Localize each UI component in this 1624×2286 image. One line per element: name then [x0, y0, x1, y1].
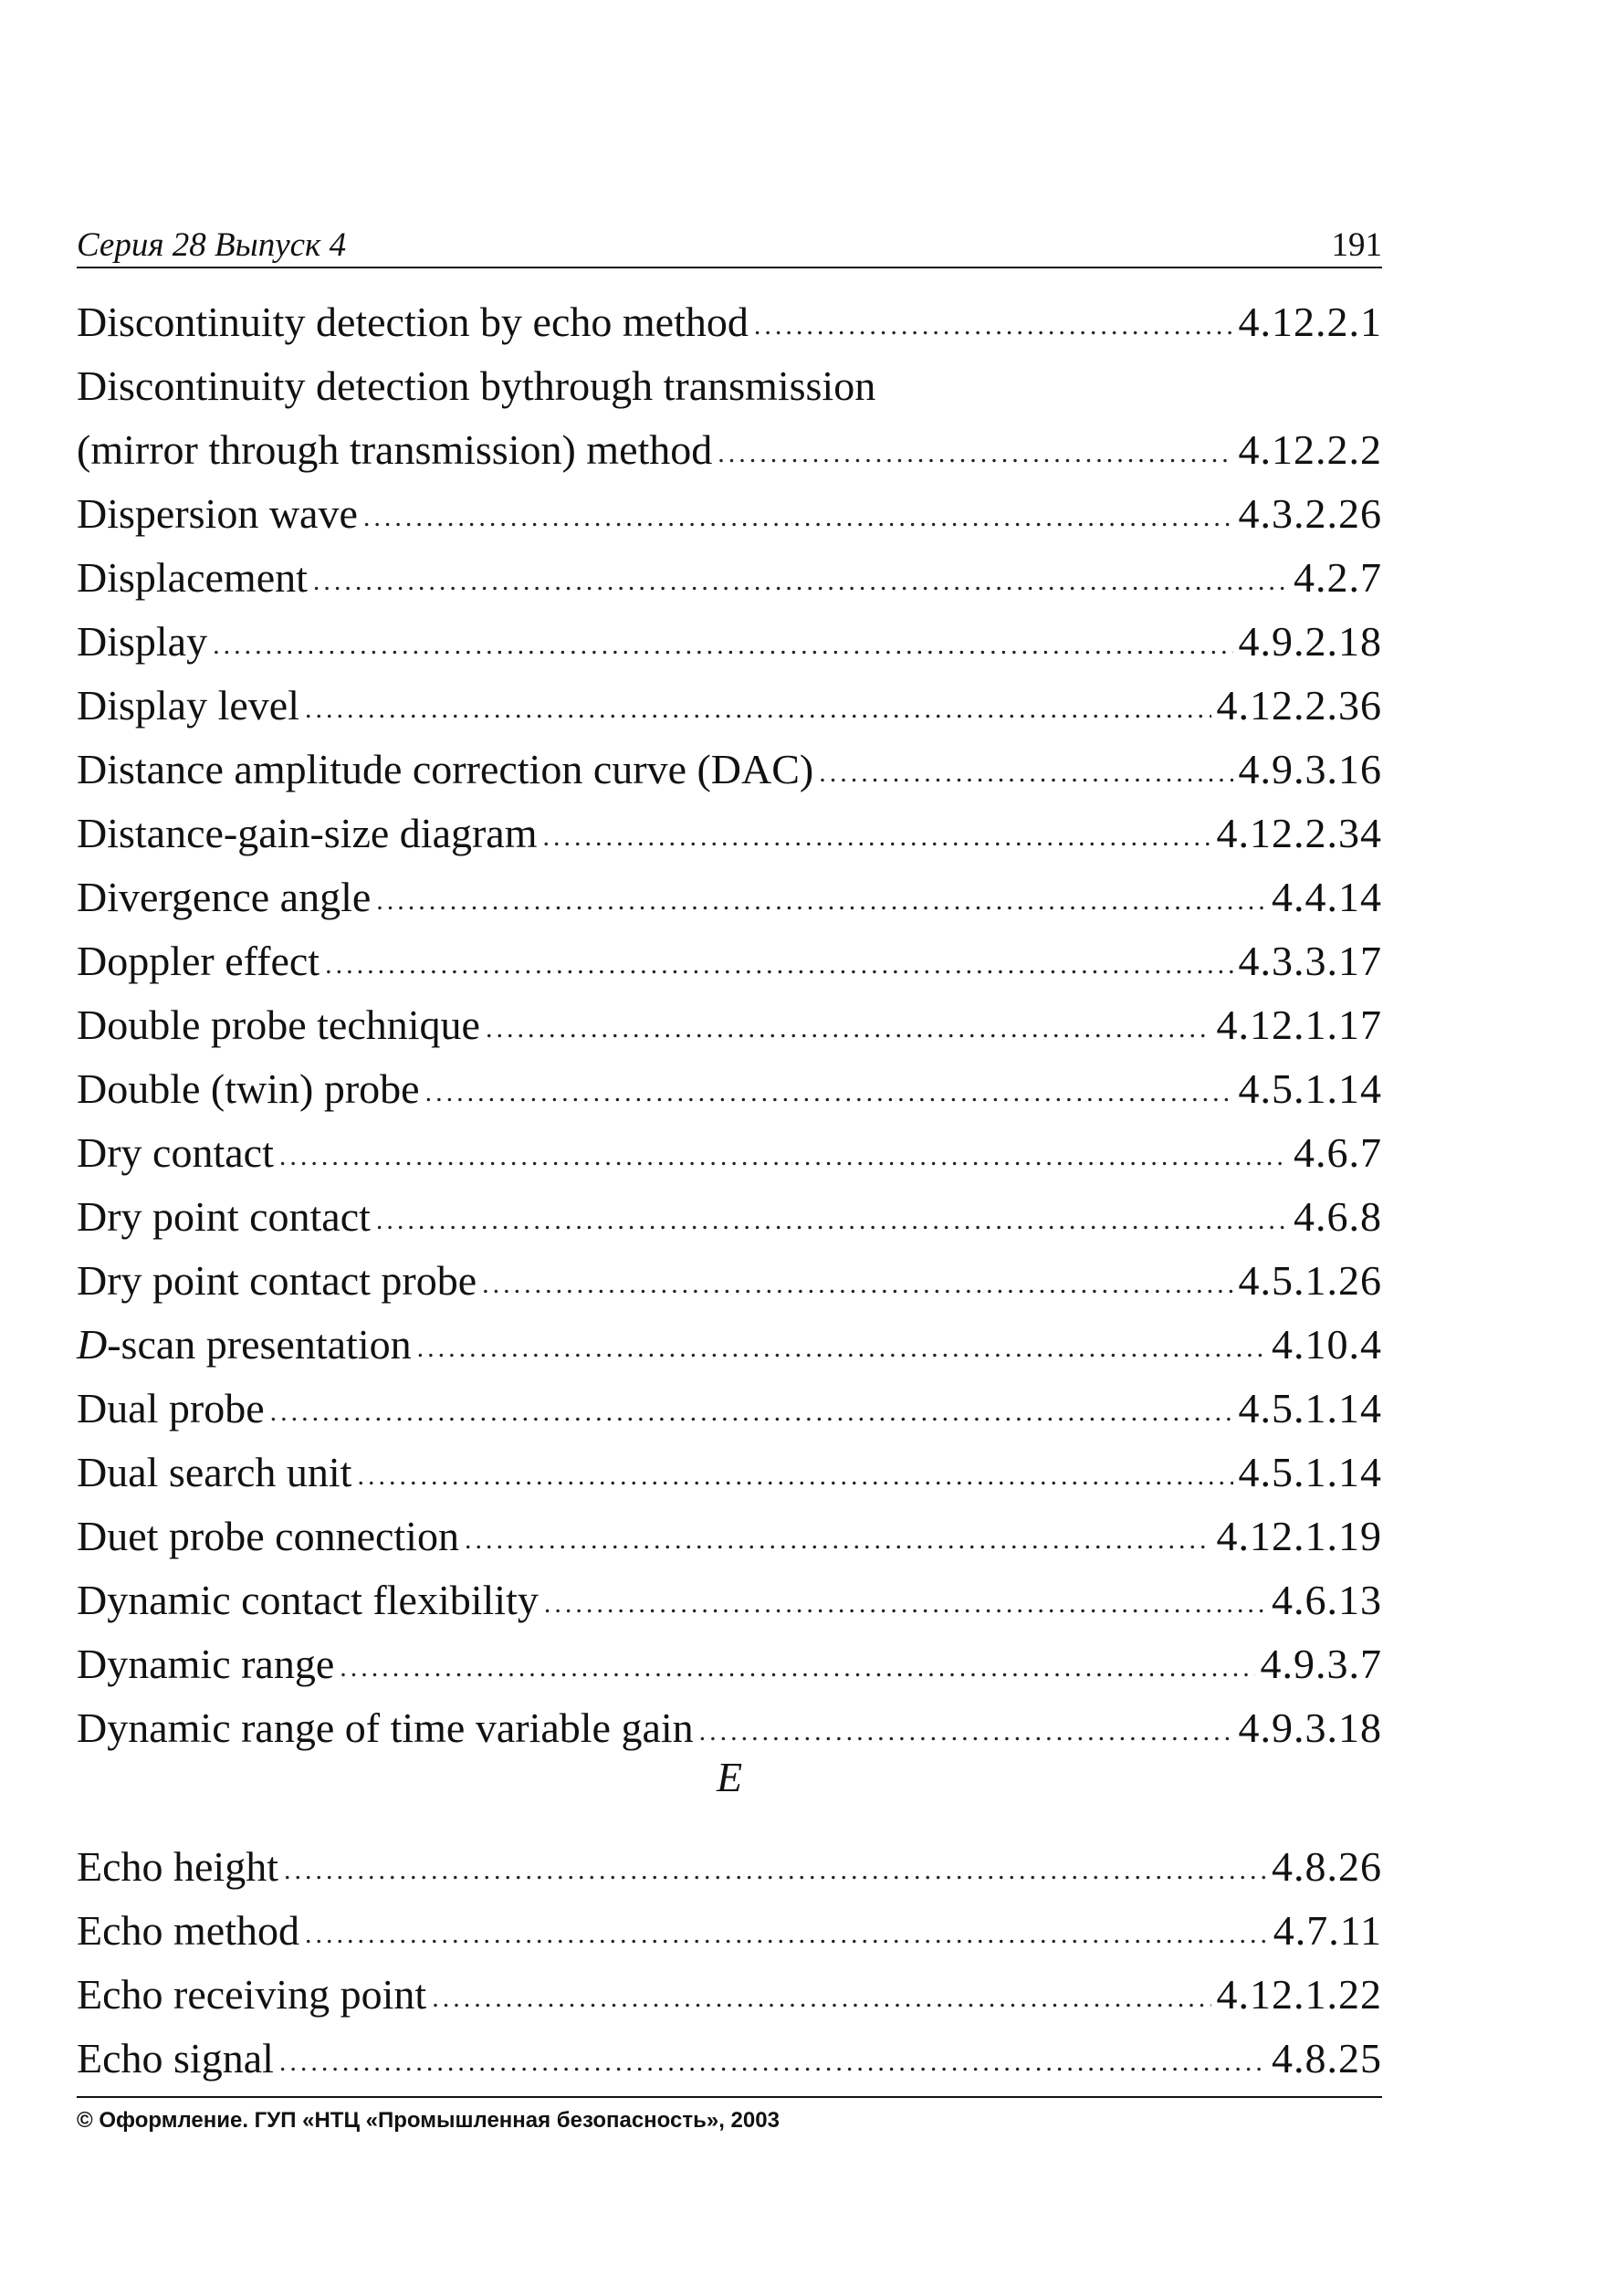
entry-ref: 4.12.1.22 [1216, 1971, 1382, 2018]
footer-copyright: © Оформление. ГУП «НТЦ «Промышленная безопасность», 2003 [77, 2108, 780, 2133]
entry-term: Distance-gain-size diagram [77, 810, 538, 856]
dot-leader [357, 1444, 1232, 1508]
dot-leader [417, 1316, 1266, 1380]
book-page [77, 0, 1382, 2286]
entry-term: Displacement [77, 554, 308, 601]
entry-ref: 4.8.26 [1272, 1843, 1382, 1890]
entry-ref: 4.6.13 [1272, 1577, 1382, 1623]
entry-term: Dynamic contact flexibility [77, 1577, 539, 1623]
entry-term-italic: D [77, 1321, 108, 1368]
index-entry [77, 546, 1382, 610]
entry-ref: 4.8.25 [1272, 2035, 1382, 2082]
footer-rule [77, 2096, 1382, 2098]
entry-ref: 4.12.2.1 [1238, 299, 1382, 345]
entry-ref: 4.10.4 [1272, 1321, 1382, 1368]
dot-leader [325, 933, 1232, 997]
entry-term: Double probe technique [77, 1001, 480, 1048]
dot-leader [543, 805, 1211, 869]
index-entry [77, 1185, 1382, 1249]
index-entry [77, 610, 1382, 674]
entry-ref: 4.9.2.18 [1238, 618, 1382, 665]
entry-term: Dual search unit [77, 1449, 352, 1495]
entry-term: Discontinuity detection by echo method [77, 299, 749, 345]
entry-ref: 4.3.3.17 [1238, 938, 1382, 984]
entry-term: Dry contact [77, 1129, 274, 1176]
entry-ref: 4.9.3.16 [1238, 746, 1382, 792]
entry-term: Echo signal [77, 2035, 274, 2082]
index-entry [77, 1835, 1382, 1899]
entry-term: Dynamic range [77, 1641, 335, 1687]
index-entry [77, 738, 1382, 802]
entry-ref: 4.7.11 [1273, 1907, 1382, 1954]
index-entry [77, 354, 1382, 482]
index-entry [77, 1313, 1382, 1377]
entry-term: Display level [77, 682, 299, 729]
dot-leader [465, 1508, 1211, 1572]
entry-ref: 4.6.7 [1294, 1129, 1382, 1176]
dot-leader [544, 1572, 1266, 1636]
index-entry [77, 1441, 1382, 1505]
index-entry [77, 1057, 1382, 1121]
dot-leader [754, 294, 1233, 358]
index-entry [77, 1632, 1382, 1696]
index-entry [77, 865, 1382, 929]
index-entry [77, 674, 1382, 738]
index-entry [77, 1963, 1382, 2027]
entry-term: Display [77, 618, 208, 665]
dot-leader [270, 1380, 1233, 1444]
dot-leader [213, 613, 1232, 677]
entry-term-line1: Discontinuity detection bythrough transmission [77, 362, 876, 409]
index-entry [77, 290, 1382, 354]
entry-term: Divergence angle [77, 874, 372, 920]
index-entry [77, 1899, 1382, 1963]
index-entry [77, 802, 1382, 865]
dot-leader [340, 1636, 1254, 1700]
index-entry [77, 1505, 1382, 1568]
page-number: 191 [1331, 226, 1382, 264]
dot-leader [819, 741, 1232, 805]
dot-leader [305, 1903, 1268, 1966]
entry-term: Doppler effect [77, 938, 320, 984]
dot-leader [279, 2030, 1266, 2094]
entry-term: Duet probe connection [77, 1513, 459, 1559]
entry-ref: 4.5.1.26 [1238, 1257, 1382, 1304]
entry-term-rest: -scan presentation [107, 1321, 412, 1368]
index-entry [77, 482, 1382, 546]
entry-term: Dual probe [77, 1385, 265, 1431]
dot-leader [376, 1189, 1288, 1253]
index-entry [77, 1249, 1382, 1313]
entry-ref: 4.12.2.36 [1216, 682, 1382, 729]
dot-leader [305, 677, 1211, 741]
entry-ref: 4.9.3.18 [1238, 1704, 1382, 1751]
index-entry [77, 929, 1382, 993]
entry-ref: 4.9.3.7 [1260, 1641, 1382, 1687]
entry-ref: 4.5.1.14 [1238, 1449, 1382, 1495]
dot-leader [432, 1966, 1210, 2030]
entry-ref: 4.12.2.34 [1216, 810, 1382, 856]
entry-term [77, 1313, 412, 1377]
series-title: Серия 28 Выпуск 4 [77, 226, 347, 264]
dot-leader [279, 1125, 1288, 1189]
entry-ref: 4.2.7 [1294, 554, 1382, 601]
entry-term: Dynamic range of time variable gain [77, 1704, 694, 1751]
entry-term: Double (twin) probe [77, 1065, 420, 1112]
index-entry [77, 1121, 1382, 1185]
dot-leader [718, 422, 1232, 486]
entry-ref: 4.3.2.26 [1238, 490, 1382, 537]
index-entry [77, 993, 1382, 1057]
dot-leader [425, 1061, 1233, 1125]
entry-ref: 4.5.1.14 [1238, 1065, 1382, 1112]
dot-leader [486, 997, 1211, 1061]
entry-term: Echo height [77, 1843, 278, 1890]
entry-term: Dispersion wave [77, 490, 358, 537]
index-section-e [77, 1835, 1382, 2091]
index-entry [77, 1377, 1382, 1441]
entry-term: Dry point contact [77, 1193, 371, 1240]
entry-ref: 4.12.2.2 [1238, 426, 1382, 473]
entry-ref: 4.12.1.17 [1216, 1001, 1382, 1048]
entry-term: Echo method [77, 1907, 299, 1954]
entry-term: Dry point contact probe [77, 1257, 477, 1304]
dot-leader [363, 486, 1233, 550]
entry-term: (mirror through transmission) method [77, 426, 713, 473]
dot-leader [482, 1253, 1232, 1316]
entry-ref: 4.4.14 [1272, 874, 1382, 920]
dot-leader [376, 869, 1266, 933]
entry-term: Echo receiving point [77, 1971, 427, 2018]
entry-ref: 4.5.1.14 [1238, 1385, 1382, 1431]
entry-ref: 4.6.8 [1294, 1193, 1382, 1240]
entry-term: Distance amplitude correction curve (DAC) [77, 746, 814, 792]
section-letter: E [716, 1754, 743, 1800]
index-entry [77, 2027, 1382, 2091]
running-head [77, 225, 1382, 267]
index-entry [77, 1568, 1382, 1632]
header-rule [77, 267, 1382, 268]
entry-ref: 4.12.1.19 [1216, 1513, 1382, 1559]
index-section-d [77, 290, 1382, 1760]
dot-leader [284, 1839, 1266, 1903]
dot-leader [313, 550, 1288, 613]
